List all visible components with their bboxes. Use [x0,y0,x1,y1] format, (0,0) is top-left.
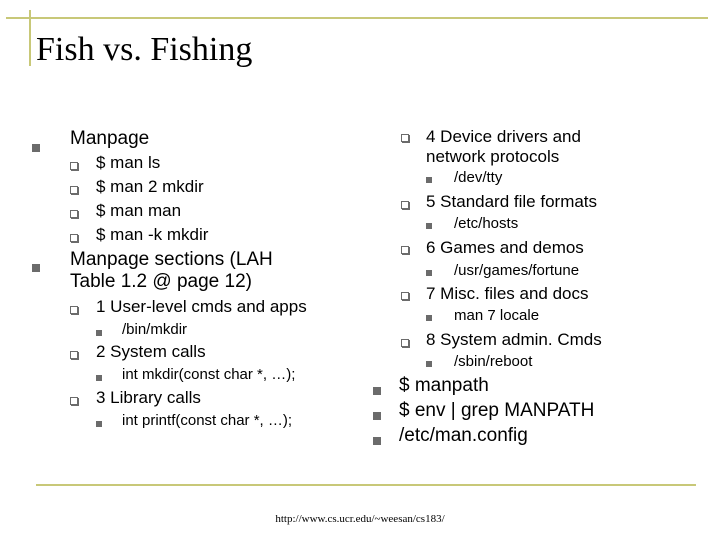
box-bullet-icon [70,186,78,194]
section-example: /usr/games/fortune [454,262,580,279]
command-item: $ env | grep MANPATH [399,400,595,421]
small-square-bullet-icon [426,223,432,229]
section-label: 6 Games and demos [426,238,584,257]
small-square-bullet-icon [426,361,432,367]
section-example: man 7 locale [454,307,540,324]
box-bullet-icon [401,292,409,300]
section-example: /etc/hosts [454,215,519,232]
box-bullet-icon [70,397,78,405]
manpage-command: $ man -k mkdir [96,225,209,244]
section-label: 8 System admin. Cmds [426,330,602,349]
footer-url: http://www.cs.ucr.edu/~weesan/cs183/ [275,513,445,525]
section-example: /dev/tty [454,169,503,186]
manpage-command: $ man ls [96,153,161,172]
manpage-heading: Manpage [70,128,150,149]
square-bullet-icon [32,264,40,272]
footer-rule [36,484,696,486]
command-item: /etc/man.config [399,425,528,446]
small-square-bullet-icon [96,375,102,381]
square-bullet-icon [32,144,40,152]
small-square-bullet-icon [426,315,432,321]
small-square-bullet-icon [426,177,432,183]
square-bullet-icon [373,437,381,445]
box-bullet-icon [70,162,78,170]
box-bullet-icon [401,134,409,142]
section-label-line1: 4 Device drivers and [426,127,581,146]
small-square-bullet-icon [96,421,102,427]
box-bullet-icon [401,246,409,254]
small-square-bullet-icon [426,270,432,276]
section-example: int printf(const char *, …); [122,412,293,429]
box-bullet-icon [401,339,409,347]
section-example: /bin/mkdir [122,321,188,338]
box-bullet-icon [70,306,78,314]
small-square-bullet-icon [96,330,102,336]
box-bullet-icon [70,234,78,242]
manpage-command: $ man 2 mkdir [96,177,204,196]
section-label: 2 System calls [96,342,206,361]
page-title: Fish vs. Fishing [36,31,253,68]
section-label: 5 Standard file formats [426,192,598,211]
section-label: 3 Library calls [96,388,201,407]
manpage-command: $ man man [96,201,182,220]
title-underline-rule [6,17,708,19]
box-bullet-icon [70,351,78,359]
command-item: $ manpath [399,375,489,396]
section-label: 7 Misc. files and docs [426,284,589,303]
section-label-line2: network protocols [426,147,560,166]
square-bullet-icon [373,387,381,395]
sections-heading-line1: Manpage sections (LAH [70,249,273,270]
box-bullet-icon [401,201,409,209]
section-label: 1 User-level cmds and apps [96,297,307,316]
square-bullet-icon [373,412,381,420]
box-bullet-icon [70,210,78,218]
section-example: int mkdir(const char *, …); [122,366,296,383]
section-example: /sbin/reboot [454,353,533,370]
sections-heading-line2: Table 1.2 @ page 12) [70,271,252,292]
